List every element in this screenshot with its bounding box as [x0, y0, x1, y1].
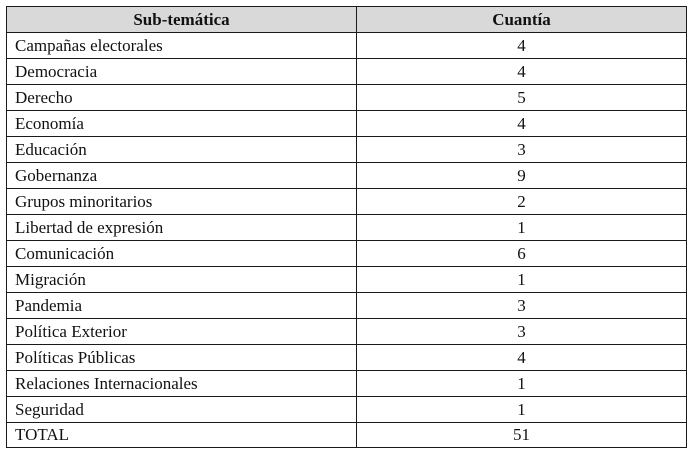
table-row	[7, 371, 687, 397]
row-value: 5	[357, 85, 687, 111]
header-row	[7, 7, 687, 33]
table-row	[7, 85, 687, 111]
row-label: Grupos minoritarios	[7, 189, 357, 215]
row-value: 4	[357, 59, 687, 85]
table-row	[7, 163, 687, 189]
row-value: 3	[357, 293, 687, 319]
row-value: 3	[357, 319, 687, 345]
header-count: Cuantía	[357, 7, 687, 33]
table-row	[7, 241, 687, 267]
table-row	[7, 137, 687, 163]
row-value: 1	[357, 397, 687, 423]
table-row	[7, 345, 687, 371]
row-label: Educación	[7, 137, 357, 163]
row-value: 1	[357, 267, 687, 293]
table-row	[7, 33, 687, 59]
row-label: Política Exterior	[7, 319, 357, 345]
table-row	[7, 215, 687, 241]
table-row	[7, 59, 687, 85]
row-value: 4	[357, 33, 687, 59]
row-value: 4	[357, 111, 687, 137]
subtheme-table	[6, 6, 687, 448]
row-value: 3	[357, 137, 687, 163]
row-label: Derecho	[7, 85, 357, 111]
row-label: Políticas Públicas	[7, 345, 357, 371]
row-value: 9	[357, 163, 687, 189]
table-header	[7, 7, 687, 33]
row-label: Democracia	[7, 59, 357, 85]
row-label: Pandemia	[7, 293, 357, 319]
table-row	[7, 319, 687, 345]
row-label: Gobernanza	[7, 163, 357, 189]
row-label: Libertad de expresión	[7, 215, 357, 241]
row-value: 6	[357, 241, 687, 267]
row-value: 1	[357, 215, 687, 241]
row-label: Campañas electorales	[7, 33, 357, 59]
row-label: Relaciones Internacionales	[7, 371, 357, 397]
table-row	[7, 111, 687, 137]
row-label: Comunicación	[7, 241, 357, 267]
table-row	[7, 267, 687, 293]
table-body	[7, 33, 687, 448]
table-row	[7, 189, 687, 215]
row-label: Seguridad	[7, 397, 357, 423]
total-value: 51	[357, 423, 687, 448]
header-subtheme: Sub-temática	[7, 7, 357, 33]
row-value: 4	[357, 345, 687, 371]
row-label: Migración	[7, 267, 357, 293]
table-row	[7, 397, 687, 423]
total-label: TOTAL	[7, 423, 357, 448]
row-label: Economía	[7, 111, 357, 137]
row-value: 1	[357, 371, 687, 397]
table-row	[7, 293, 687, 319]
total-row	[7, 423, 687, 448]
row-value: 2	[357, 189, 687, 215]
